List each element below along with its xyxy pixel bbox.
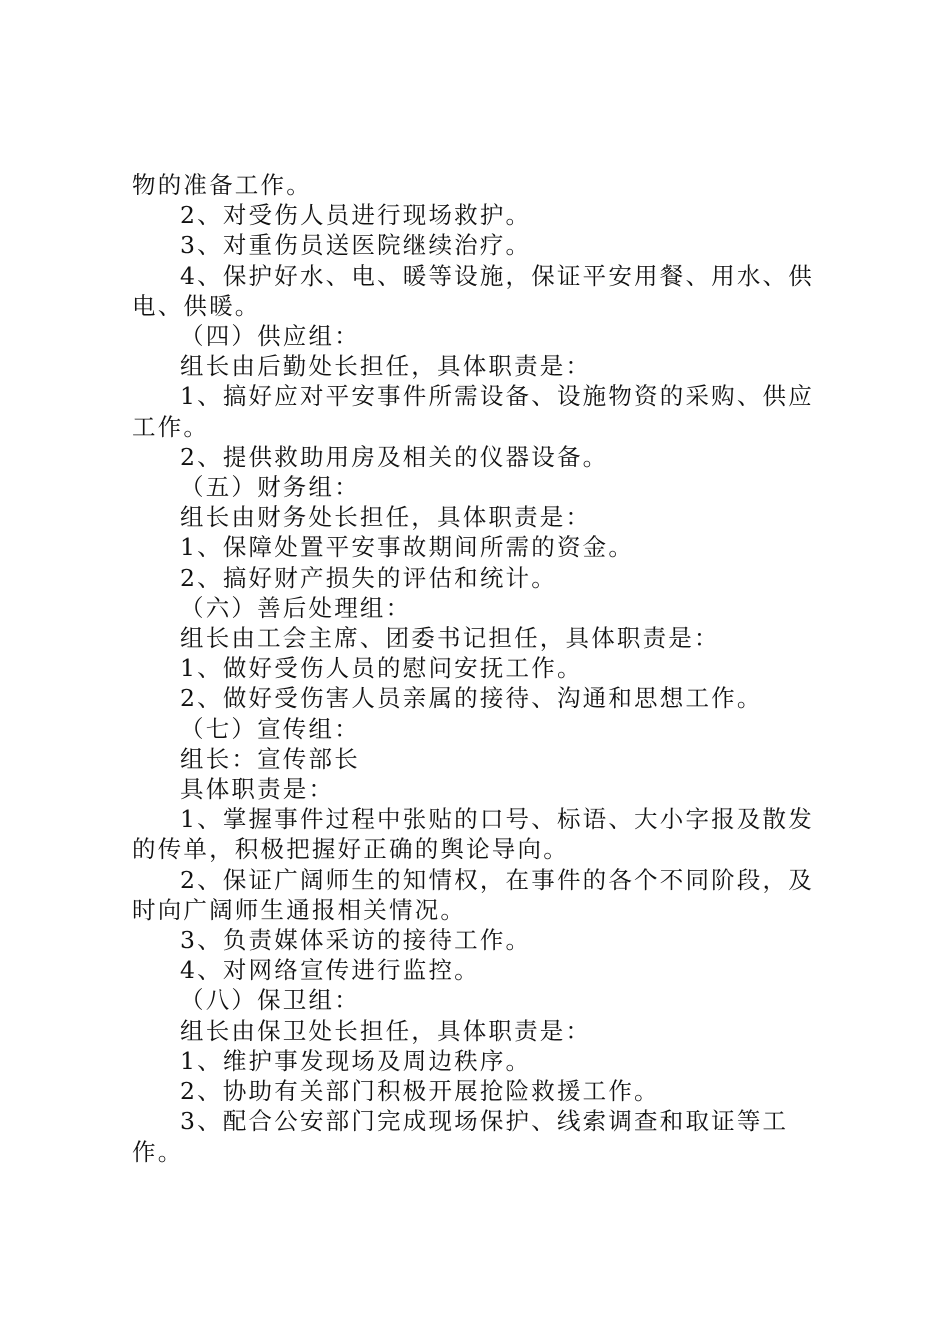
paragraph-19: 1、掌握事件过程中张贴的口号、标语、大小字报及散发的传单，积极把握好正确的舆论导向。 bbox=[132, 805, 814, 864]
paragraph-10: 1、保障处置平安事故期间所需的资金。 bbox=[180, 533, 635, 562]
paragraph-15: 2、做好受伤害人员亲属的接待、沟通和思想工作。 bbox=[180, 684, 763, 713]
paragraph-18: 具体职责是： bbox=[180, 775, 335, 804]
section-heading-publicity: （七）宣传组： bbox=[180, 714, 360, 743]
paragraph-0: 物的准备工作。 bbox=[132, 171, 312, 199]
paragraph-6: 1、搞好应对平安事件所需设备、设施物资的采购、供应工作。 bbox=[132, 382, 814, 441]
paragraph-17: 组长：宣传部长 bbox=[180, 744, 360, 773]
section-heading-security: （八）保卫组： bbox=[180, 986, 360, 1015]
paragraph-27: 3、配合公安部门完成现场保护、线索调查和取证等工作。 bbox=[132, 1107, 789, 1166]
paragraph-11: 2、搞好财产损失的评估和统计。 bbox=[180, 563, 557, 592]
section-heading-aftermath: （六）善后处理组： bbox=[180, 593, 412, 622]
section-heading-supply: （四）供应组： bbox=[180, 322, 360, 351]
paragraph-22: 4、对网络宣传进行监控。 bbox=[180, 956, 480, 985]
paragraph-26: 2、协助有关部门积极开展抢险救援工作。 bbox=[180, 1077, 660, 1106]
paragraph-9: 组长由财务处长担任，具体职责是： bbox=[180, 503, 592, 532]
section-heading-finance: （五）财务组： bbox=[180, 473, 360, 502]
document-body bbox=[132, 170, 820, 1167]
paragraph-7: 2、提供救助用房及相关的仪器设备。 bbox=[180, 442, 609, 471]
paragraph-20: 2、保证广阔师生的知情权，在事件的各个不同阶段，及时向广阔师生通报相关情况。 bbox=[132, 865, 814, 924]
paragraph-3: 4、保护好水、电、暖等设施，保证平安用餐、用水、供电、供暖。 bbox=[132, 261, 814, 320]
paragraph-25: 1、维护事发现场及周边秩序。 bbox=[180, 1046, 532, 1075]
paragraph-5: 组长由后勤处长担任，具体职责是： bbox=[180, 352, 592, 381]
paragraph-13: 组长由工会主席、团委书记担任，具体职责是： bbox=[180, 624, 720, 653]
paragraph-21: 3、负责媒体采访的接待工作。 bbox=[180, 926, 532, 955]
paragraph-2: 3、对重伤员送医院继续治疗。 bbox=[180, 231, 532, 260]
paragraph-1: 2、对受伤人员进行现场救护。 bbox=[180, 201, 532, 230]
paragraph-24: 组长由保卫处长担任，具体职责是： bbox=[180, 1016, 592, 1045]
paragraph-14: 1、做好受伤人员的慰问安抚工作。 bbox=[180, 654, 583, 683]
